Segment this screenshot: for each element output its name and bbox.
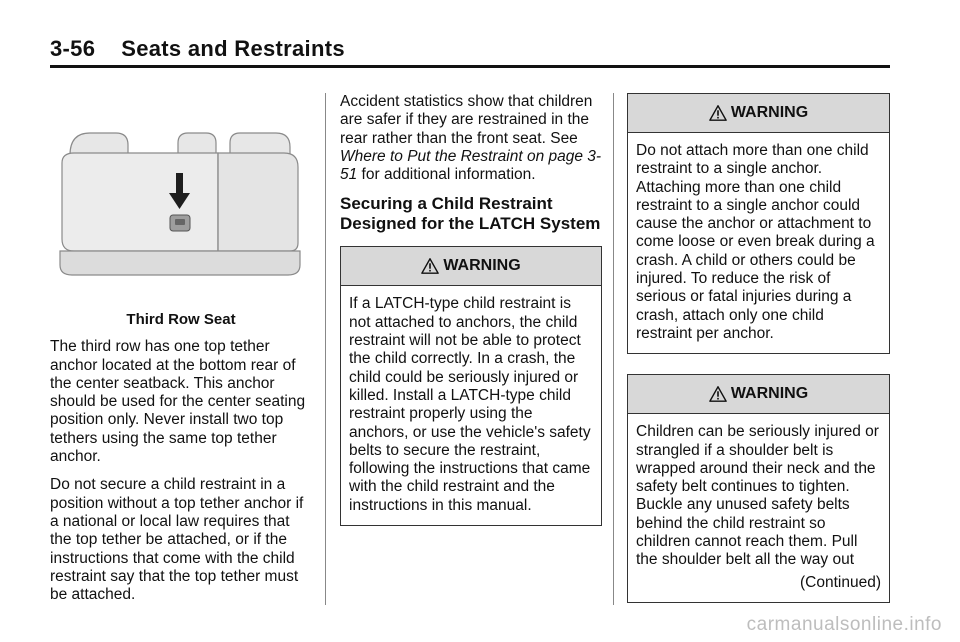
page-number: 3-56 bbox=[50, 36, 96, 61]
paragraph-text: Accident statistics show that children are safer if they are restrained in the rear rather than the front seat. See bbox=[340, 93, 593, 147]
warning-box bbox=[627, 374, 890, 603]
paragraph: The third row has one top tether anchor located at the bottom rear of the center seatback. This anchor should be used for the center seating position only. Never install two top tethers using the same top tether anchor. bbox=[50, 338, 306, 466]
third-row-seat-illustration bbox=[50, 93, 312, 307]
watermark: carmanualsonline.info bbox=[746, 614, 942, 635]
warning-triangle-icon bbox=[709, 104, 727, 122]
warning-text: If a LATCH-type child restraint is not attached to anchors, the child restraint will not be able to protect the child correctly. In a crash, the child could be seriously injured or killed. Install a LATCH-type child restraint properly using the anchors, or use the vehicle's safety belts to secure the restraint, following the instructions that came with the child restraint and the instructions in this manual. bbox=[349, 295, 591, 514]
warning-title: WARNING bbox=[443, 257, 521, 275]
warning-box bbox=[340, 246, 602, 526]
header-rule bbox=[50, 65, 890, 68]
warning-header bbox=[341, 247, 601, 286]
continued-label: (Continued) bbox=[800, 573, 881, 591]
column-divider-left bbox=[325, 93, 326, 605]
paragraph: Do not secure a child restraint in a position without a top tether anchor if a national or local law requires that the top tether be attached, or if the instructions that come with the child restraint say that the top tether must be attached. bbox=[50, 476, 304, 604]
warning-box bbox=[627, 93, 890, 354]
paragraph-text: for additional information. bbox=[357, 166, 536, 184]
subsection-heading: Securing a Child Restraint Designed for the LATCH System bbox=[340, 194, 601, 234]
warning-text: Do not attach more than one child restraint to a single anchor. Attaching more than one child restraint to a single anchor could cause the anchor or attachment to come loose or even break during a crash. A child or others could be injured. To reduce the risk of serious or fatal injuries during a crash, attach only one child restraint per anchor. bbox=[636, 142, 875, 342]
warning-text-container bbox=[628, 414, 889, 602]
figure-caption: Third Row Seat bbox=[126, 311, 236, 328]
warning-text: Children can be seriously injured or strangled if a shoulder belt is wrapped around their neck and the safety belt continues to tighten. Buckle any unused safety belts behind the child restraint so children cannot reach them. Pull the shoulder belt all the way out bbox=[636, 423, 879, 569]
column-3 bbox=[627, 93, 890, 623]
warning-triangle-icon bbox=[709, 385, 727, 403]
column-2 bbox=[340, 93, 602, 546]
warning-title: WARNING bbox=[730, 103, 809, 121]
column-divider-right bbox=[613, 93, 614, 605]
warning-triangle-icon bbox=[421, 257, 439, 275]
warning-title: WARNING bbox=[730, 385, 809, 403]
section-title: Seats and Restraints bbox=[121, 36, 345, 61]
third-row-seat-figure bbox=[50, 93, 312, 307]
page-header bbox=[50, 36, 345, 66]
column-1 bbox=[50, 93, 312, 614]
warning-header bbox=[628, 375, 889, 414]
cross-reference-link[interactable]: Where to Put the Restraint on page 3-51 bbox=[340, 147, 602, 184]
warning-header bbox=[628, 94, 889, 133]
paragraph bbox=[340, 93, 602, 184]
